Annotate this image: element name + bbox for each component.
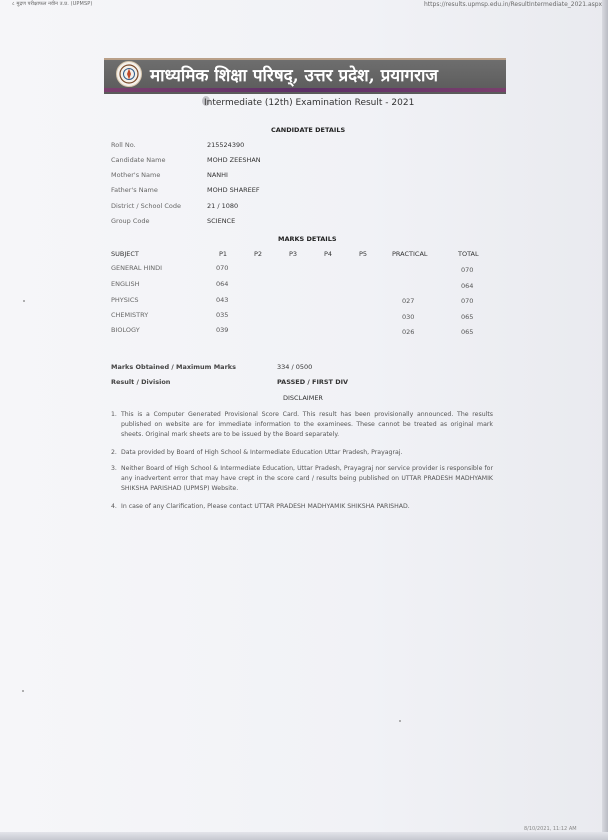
exam-title: Intermediate (12th) Examination Result - 2021 (204, 98, 415, 108)
result-division-label: Result / Division (111, 378, 171, 386)
table-row-total: 070 (461, 266, 474, 274)
col-header-p2: P2 (254, 250, 263, 258)
table-row-p1: 039 (216, 326, 229, 334)
page-edge-bottom (0, 832, 608, 840)
group-code-label: Group Code (111, 217, 150, 225)
scan-speck (399, 720, 401, 722)
col-header-total: TOTAL (458, 250, 479, 258)
print-footer-stamp: 8/10/2021, 11:12 AM (524, 826, 577, 832)
roll-no-label: Roll No. (111, 141, 136, 149)
col-header-p5: P5 (359, 250, 368, 258)
board-title: माध्यमिक शिक्षा परिषद्, उत्तर प्रदेश, प्रयागराज (150, 66, 439, 86)
marks-obtained-label: Marks Obtained / Maximum Marks (111, 363, 236, 371)
table-row-total: 064 (461, 282, 474, 290)
disclaimer-item (111, 464, 493, 493)
upmsp-emblem-icon (116, 61, 142, 87)
candidate-name-value: MOHD ZEESHAN (207, 156, 261, 164)
col-header-practical: PRACTICAL (392, 250, 428, 258)
disclaimer-item-text: In case of any Clarification, Please contact UTTAR PRADESH MADHYAMIK SHIKSHA PARISHAD. (121, 503, 410, 510)
district-school-code-value: 21 / 1080 (207, 202, 239, 210)
table-row-total: 065 (461, 328, 474, 336)
disclaimer-item (111, 448, 493, 458)
disclaimer-item-text: This is a Computer Generated Provisional Score Card. This result has been provisionally announced. The results published on website are for immediate information to the examinees. These cannot be treated as original mark sheets. Original mark sheets are to be issued by the Board separately. (121, 411, 493, 438)
table-row-practical: 026 (402, 328, 415, 336)
candidate-name-label: Candidate Name (111, 156, 166, 164)
table-row-subject: GENERAL HINDI (111, 264, 163, 272)
table-row-subject: ENGLISH (111, 280, 140, 288)
roll-no-value: 215524390 (207, 141, 245, 149)
father-name-value: MOHD SHAREEF (207, 186, 260, 194)
col-header-p1: P1 (219, 250, 228, 258)
marks-obtained-value: 334 / 0500 (277, 363, 313, 371)
table-row-total: 065 (461, 313, 474, 321)
table-row-subject: PHYSICS (111, 296, 139, 304)
table-row-total: 070 (461, 297, 474, 305)
disclaimer-item-text: Neither Board of High School & Intermediate Education, Uttar Pradesh, Prayagraj nor service provider is responsible for any inadvertent error that may have crept in the score card / results being published on UTTAR PRADESH MADHYAMIK SHIKSHA PARISHAD (UPMSP) Website. (121, 465, 493, 492)
disclaimer-heading: DISCLAIMER (283, 394, 323, 402)
disclaimer-item-text: Data provided by Board of High School & Intermediate Education Uttar Pradesh, Prayagraj. (121, 449, 403, 456)
table-row-p1: 035 (216, 311, 229, 319)
mother-name-value: NANHI (207, 171, 228, 179)
father-name-label: Father's Name (111, 186, 158, 194)
table-row-subject: CHEMISTRY (111, 311, 149, 319)
table-row-subject: BIOLOGY (111, 326, 140, 334)
table-row-practical: 030 (402, 313, 415, 321)
print-header-left: ८ मुद्रण परीक्षाफल नवीन उ.प्र. (UPMSP) (12, 1, 93, 7)
disclaimer-item (111, 502, 493, 512)
banner-accent-strip (104, 88, 506, 92)
result-division-value: PASSED / FIRST DIV (277, 378, 349, 386)
mother-name-label: Mother's Name (111, 171, 161, 179)
marks-details-heading: MARKS DETAILS (278, 235, 337, 243)
print-header-url: https://results.upmsp.edu.in/ResultIntermediate_2021.aspx (424, 1, 603, 8)
table-row-p1: 043 (216, 296, 229, 304)
table-row-p1: 070 (216, 264, 229, 272)
page-edge-right (602, 0, 608, 840)
group-code-value: SCIENCE (207, 217, 236, 225)
district-school-code-label: District / School Code (111, 202, 181, 210)
table-row-practical: 027 (402, 297, 415, 305)
disclaimer-item-number: 1. (111, 411, 117, 418)
col-header-subject: SUBJECT (111, 250, 139, 258)
disclaimer-item-number: 4. (111, 503, 117, 510)
disclaimer-item-number: 2. (111, 449, 117, 456)
disclaimer-item (111, 410, 493, 439)
col-header-p4: P4 (324, 250, 333, 258)
table-row-p1: 064 (216, 280, 229, 288)
scan-speck (23, 300, 25, 302)
candidate-details-heading: CANDIDATE DETAILS (271, 126, 346, 134)
scan-speck (22, 690, 24, 692)
col-header-p3: P3 (289, 250, 298, 258)
disclaimer-item-number: 3. (111, 465, 117, 472)
